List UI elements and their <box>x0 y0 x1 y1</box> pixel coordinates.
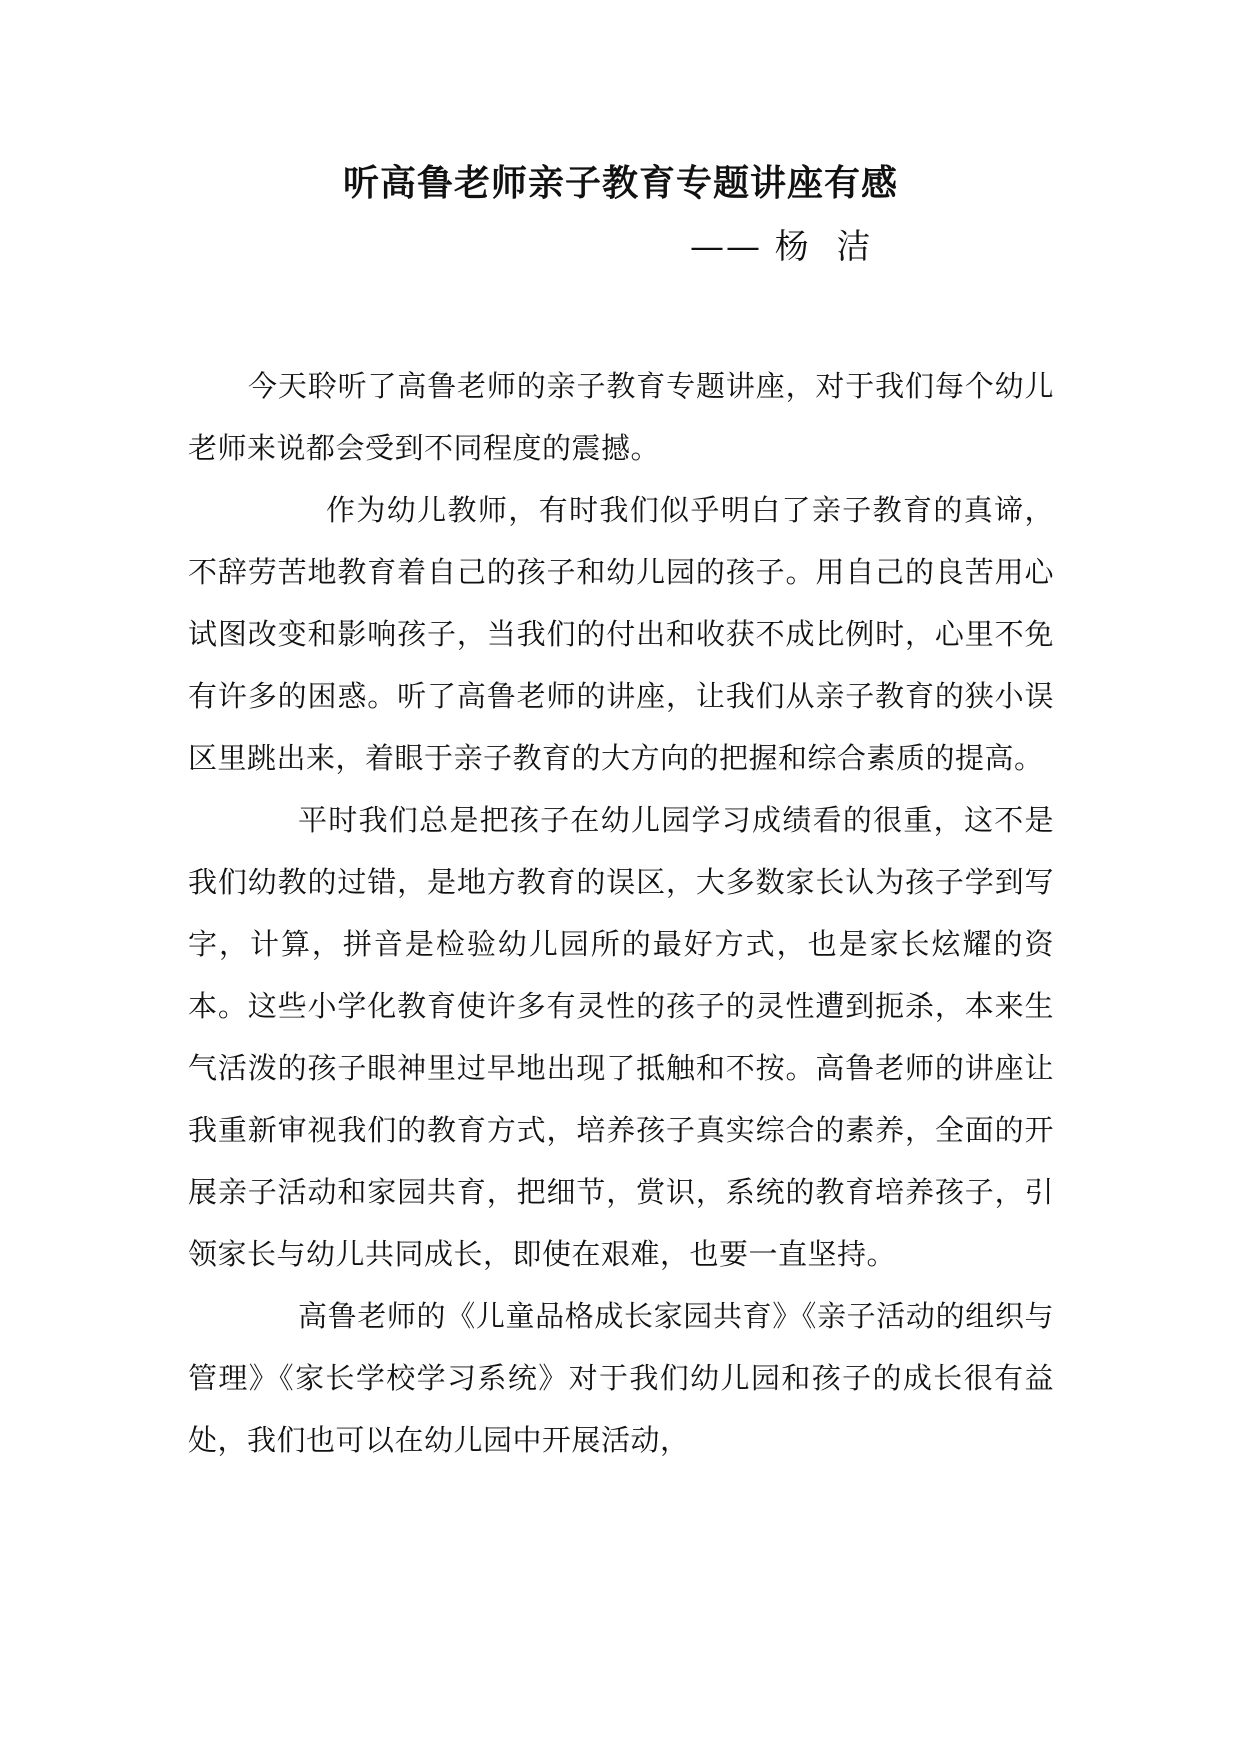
paragraph-1: 今天聆听了高鲁老师的亲子教育专题讲座，对于我们每个幼儿老师来说都会受到不同程度的震撼。 <box>188 369 1054 465</box>
paragraph-3: 平时我们总是把孩子在幼儿园学习成绩看的很重，这不是我们幼教的过错，是地方教育的误区，大多数家长认为孩子学到写字，计算，拼音是检验幼儿园所的最好方式，也是家长炫耀的资本。这些小学化教育使许多有灵性的孩子的灵性遭到扼杀，本来生气活泼的孩子眼神里过早地出现了抵触和不按。高鲁老师的讲座让我重新审视我们的教育方式，培养孩子真实综合的素养，全面的开展亲子活动和家园共育，把细节，赏识，系统的教育培养孩子，引领家长与幼儿共同成长，即使在艰难，也要一直坚持。 <box>188 803 1054 1271</box>
document-title: 听高鲁老师亲子教育专题讲座有感 <box>342 162 898 204</box>
paragraph-4: 高鲁老师的《儿童品格成长家园共育》《亲子活动的组织与管理》《家长学校学习系统》对于我们幼儿园和孩子的成长很有益处，我们也可以在幼儿园中开展活动， <box>188 1299 1054 1457</box>
document-body <box>188 355 1054 1471</box>
paragraph-2: 作为幼儿教师，有时我们似乎明白了亲子教育的真谛，不辞劳苦地教育着自己的孩子和幼儿园的孩子。用自己的良苦用心试图改变和影响孩子，当我们的付出和收获不成比例时，心里不免有许多的困惑。听了高鲁老师的讲座，让我们从亲子教育的狭小误区里跳出来，着眼于亲子教育的大方向的把握和综合素质的提高。 <box>188 493 1054 775</box>
author-line: —— 杨 洁 <box>690 227 873 267</box>
